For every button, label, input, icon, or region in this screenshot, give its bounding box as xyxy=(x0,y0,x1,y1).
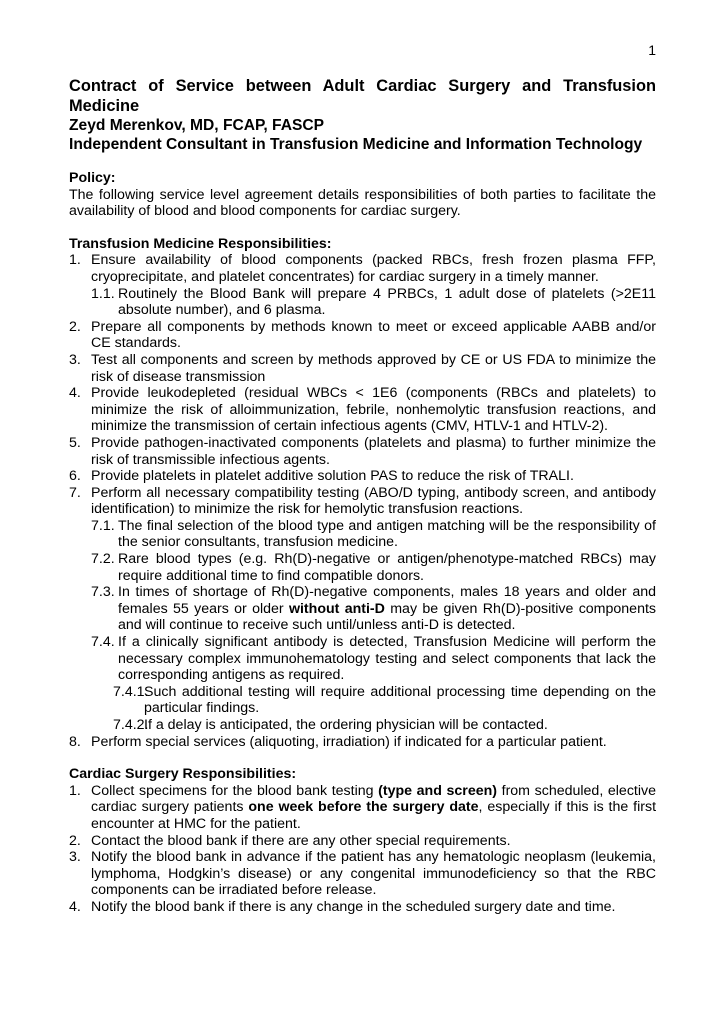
list-item xyxy=(69,286,656,319)
item-text-b: from scheduled, elective cardiac surgery patients xyxy=(91,782,656,816)
author-name: Zeyd Merenkov, MD, FCAP, FASCP xyxy=(69,117,325,134)
list-item xyxy=(69,352,656,385)
item-text-b: may be given Rh(D)-positive components and will continue to receive such until/unless anti-D is detected. xyxy=(118,600,656,634)
item-text-c: , especially if this is the first encounter at HMC for the patient. xyxy=(91,799,657,832)
list-item xyxy=(69,319,656,352)
item-text: Routinely the Blood Bank will prepare 4 PRBCs, 1 adult dose of platelets (>2E11 absolute number), and 6 plasma. xyxy=(118,285,656,319)
cs-heading: Cardiac Surgery Responsibilities: xyxy=(69,766,297,783)
list-item xyxy=(69,518,656,551)
list-item xyxy=(69,468,656,485)
item-text: Test all components and screen by methods approved by CE or US FDA to minimize the risk of disease transmission xyxy=(91,351,656,385)
item-text: The final selection of the blood type and antigen matching will be the responsibility of the senior consultants, transfusion medicine. xyxy=(118,517,656,551)
item-number: 4. xyxy=(69,385,81,402)
list-item xyxy=(69,849,656,899)
item-number: 1.1. xyxy=(91,285,115,302)
item-number: 3. xyxy=(69,351,81,368)
list-item xyxy=(69,783,656,833)
author-affiliation: Independent Consultant in Transfusion Medicine and Information Technology xyxy=(69,136,643,153)
item-number: 2. xyxy=(69,318,81,335)
item-text: Notify the blood bank in advance if the patient has any hematologic neoplasm (leukemia, lymphoma, Hodgkin’s disease) or any congenital immunodeficiency so that the RBC components can be irradiated before release. xyxy=(91,849,656,899)
list-item xyxy=(69,833,656,850)
list-item xyxy=(69,734,656,751)
list-item xyxy=(69,717,656,734)
item-number: 7.2. xyxy=(91,551,115,568)
item-number: 7. xyxy=(69,484,81,501)
item-bold-text-a: (type and screen) xyxy=(378,782,497,799)
item-text: Rare blood types (e.g. Rh(D)-negative or antigen/phenotype-matched RBCs) may require additional time to find compatible donors. xyxy=(118,551,656,584)
item-number: 6. xyxy=(69,468,81,485)
item-text: Such additional testing will require additional processing time depending on the particular findings. xyxy=(144,683,656,717)
document-page xyxy=(69,42,656,916)
item-number: 3. xyxy=(69,849,81,866)
list-item xyxy=(69,485,656,518)
item-bold-text-b: one week before the surgery date xyxy=(248,799,479,816)
item-number: 4. xyxy=(69,898,81,915)
list-item xyxy=(69,551,656,584)
item-text-a: Collect specimens for the blood bank testing xyxy=(91,782,379,799)
item-number: 1. xyxy=(69,252,81,269)
item-number: 7.4.1. xyxy=(113,683,149,700)
item-text: Provide leukodepleted (residual WBCs < 1E6 (components (RBCs and platelets) to minimize the risk of alloimmunization, febrile, nonhemolytic transfusion reactions, and minimize the transmission of certain infectious agents (CMV, HTLV-1 and HTLV-2). xyxy=(91,385,656,435)
item-text: Contact the blood bank if there are any other special requirements. xyxy=(91,832,511,849)
document-title: Contract of Service between Adult Cardiac Surgery and Transfusion Medicine xyxy=(69,77,656,115)
list-item xyxy=(69,435,656,468)
item-text: Perform special services (aliquoting, irradiation) if indicated for a particular patient. xyxy=(91,733,607,750)
item-text: If a delay is anticipated, the ordering physician will be contacted. xyxy=(144,717,548,733)
item-number: 7.4.2. xyxy=(113,717,149,733)
item-number: 5. xyxy=(69,434,81,451)
tm-heading: Transfusion Medicine Responsibilities: xyxy=(69,235,332,252)
list-item xyxy=(69,584,656,634)
list-item xyxy=(69,385,656,435)
item-text: Provide platelets in platelet additive solution PAS to reduce the risk of TRALI. xyxy=(91,468,574,485)
item-text: Prepare all components by methods known to meet or exceed applicable AABB and/or CE standards. xyxy=(91,318,656,352)
item-text: Provide pathogen-inactivated components (platelets and plasma) to further minimize the risk of transmissible infectious agents. xyxy=(91,434,656,468)
item-text: Perform all necessary compatibility testing (ABO/D typing, antibody screen, and antibody identification) to minimize the risk for hemolytic transfusion reactions. xyxy=(91,484,656,518)
item-text: Notify the blood bank if there is any change in the scheduled surgery date and time. xyxy=(91,898,616,915)
list-item xyxy=(69,252,656,285)
item-number: 2. xyxy=(69,832,81,849)
policy-heading: Policy: xyxy=(69,170,116,186)
list-item xyxy=(69,634,656,684)
item-number: 7.3. xyxy=(91,584,115,601)
item-number: 8. xyxy=(69,733,81,750)
list-item xyxy=(69,684,656,717)
item-number: 7.1. xyxy=(91,517,115,534)
page-number: 1 xyxy=(648,42,656,58)
item-number: 1. xyxy=(69,782,81,799)
item-number: 7.4. xyxy=(91,634,115,651)
tm-list xyxy=(69,252,656,750)
cs-list xyxy=(69,783,656,916)
item-bold-text: without anti-D xyxy=(288,600,385,617)
policy-text: The following service level agreement details responsibilities of both parties to facilitate the availability of blood and blood components for cardiac surgery. xyxy=(69,186,656,220)
item-text-a: In times of shortage of Rh(D)-negative components, males 18 years and older and females 55 years or older xyxy=(118,584,656,617)
list-item xyxy=(69,899,656,916)
item-text: If a clinically significant antibody is detected, Transfusion Medicine will perform the necessary complex immunohematology testing and select components that lack the corresponding antigens as required. xyxy=(118,634,656,684)
item-text: Ensure availability of blood components (packed RBCs, fresh frozen plasma FFP, cryoprecipitate, and platelet concentrates) for cardiac surgery in a timely manner. xyxy=(91,252,656,285)
